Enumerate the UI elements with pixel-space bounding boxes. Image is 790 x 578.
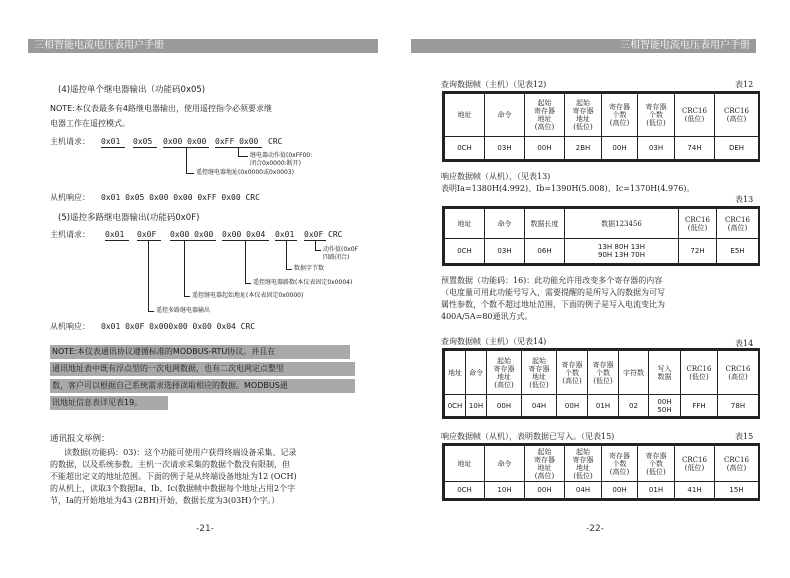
table-14 [444,350,759,417]
table-12 [444,93,759,160]
t15-number: 表15 [735,432,754,441]
right-page [395,0,790,578]
s5-leader-func-h [148,311,154,312]
s5-leader-bytes [286,240,287,269]
s5-ann-func: 遥控多路继电器输出 [156,307,211,314]
t14-caption: 查询数据帧（主机）（见表14) [441,337,547,346]
table-15 [444,445,759,499]
t15-cell: 00H [602,482,638,499]
s4-code-reg: 0x00 0x00 [163,137,207,146]
s5-code-func: 0x0F [137,230,157,239]
t15-caption: 响应数据帧（从机），表明数据已写入。（见表15) [441,432,615,441]
t13-h-crc-lo: CRC16 (低位) [679,209,717,239]
t15-cell: 15H [715,482,759,499]
s5-code-start: 0x00 0x00 [170,230,214,239]
s4-leader-reg [186,147,187,173]
example-line4: 的从机上，读取3个数据Ia、Ib、Ic(数据帧中数据每个地址占用2个字 [50,484,296,493]
s5-leader-func [148,240,149,311]
t14-h-cmd: 命令 [466,351,487,395]
t14-h-count-lo: 寄存器 个数 (低位) [588,351,619,395]
section5-host-label: 主机请求： [50,230,90,239]
s4-underline-addr [101,147,125,148]
page-number-right: -22- [586,524,604,534]
t12-h-crc-lo: CRC16 (低位) [675,94,715,137]
t14-h-start-lo: 起始 寄存器 地址 (低位) [522,351,557,395]
note2-line2: 通讯地址表中既有浮点型的一次电网数据，也有二次电网定点整型 [52,364,284,373]
t12-cell: 00H [602,137,638,160]
table-13 [444,208,759,264]
t15-cell: 10H [485,482,525,499]
s5-ann-value-a: 动作值(0x0F [323,246,358,253]
t13-cell: 06H [525,239,565,264]
t12-h-count-hi: 寄存器 个数 (高位) [602,94,638,137]
s5-code-value: 0x0F [304,230,324,239]
page-header-right: 三相智能电流电压表用户手册 [411,39,756,53]
t15-cell: 41H [675,482,715,499]
preset-line4: 400A/5A=80通讯方式。 [441,312,533,321]
example-line1: 读数据(功能码：03)：这个功能可使用户获得终端设备采集、记录 [64,448,297,457]
t12-cell: 0CH [445,137,485,160]
t13-cell: 72H [679,239,717,264]
t13-cell: 13H 80H 13H 90H 13H 70H [565,239,679,264]
s4-code-crc: CRC [268,137,283,146]
t13-caption: 响应数据帧（从机），（见表13) [441,172,551,181]
t14-h-addr: 地址 [445,351,466,395]
t12-h-crc-hi: CRC16 (高位) [715,94,759,137]
s5-code-count: 0x00 0x04 [222,230,266,239]
s5-ann-bytes: 数据字节数 [294,265,325,272]
s4-leader-value [238,147,239,156]
s5-leader-count-h [245,283,251,284]
s5-code-bytes: 0x01 [275,230,295,239]
s5-underline-start [170,240,216,241]
t15-h-cmd: 命令 [485,446,525,482]
t13-h-crc-hi: CRC16 (高位) [717,209,759,239]
s5-underline-func [137,240,161,241]
s5-code-crc: CRC [328,230,343,239]
t12-h-addr: 地址 [445,94,485,137]
t13-number: 表13 [735,195,754,204]
t13-cell: 0CH [445,239,485,264]
t12-number: 表12 [735,80,754,89]
t14-cell: 0CH [445,395,466,417]
s4-leader-reg-h [186,173,194,174]
t15-cell: 01H [638,482,675,499]
t12-cell: 2BH [565,137,602,160]
section5-slave-label: 从机响应： [50,322,90,331]
section4-slave-label: 从机响应： [50,193,90,202]
t14-h-count-hi: 寄存器 个数 (高位) [557,351,588,395]
t15-h-crc-hi: CRC16 (高位) [715,446,759,482]
s5-ann-start: 遥控继电器起始地址(本仪表固定0x0000) [192,292,304,299]
example-line2: 的数据，以及系统参数。主机一次请求采集的数据个数没有限制，但 [50,460,290,469]
t15-cell: 0CH [445,482,485,499]
t14-h-data: 写入 数据 [649,351,681,395]
s4-ann-reg: 遥控继电器地址(0x0000或0x0003) [196,169,294,176]
t12-h-count-lo: 寄存器 个数 (低位) [638,94,675,137]
section4-note-line1: NOTE:本仪表最多有4路继电器输出，使用遥控指令必须要求继 [50,104,273,113]
t13-h-len: 数据长度 [525,209,565,239]
t13-h-data: 数据123456 [565,209,679,239]
note2-line4: 讯地址信息表详见表19。 [52,398,143,407]
t14-cell: 00H [487,395,522,417]
s5-leader-start-h [184,296,190,297]
t12-cell: 74H [675,137,715,160]
s5-ann-count: 遥控继电器路数(本仪表固定0x0004) [253,279,353,286]
t14-cell: 02 [619,395,649,417]
t12-cell: DEH [715,137,759,160]
note2-line3: 数，客户可以根据自己系统需求选择读取相应的数据。MODBUS通 [52,381,288,390]
t15-h-start-hi: 起始 寄存器 地址 (高位) [525,446,565,482]
preset-line2: （电度量可用此功能号写入，需要提醒的是所写入的数据为可写 [441,288,665,297]
t15-h-addr: 地址 [445,446,485,482]
s4-ann-value-a: 继电器动作值(0xFF00: [250,152,313,159]
s5-leader-bytes-h [286,269,292,270]
t15-h-start-lo: 起始 寄存器 地址 (低位) [565,446,602,482]
section4-slave-codes: 0x01 0x05 0x00 0x00 0xFF 0x00 CRC [101,193,260,202]
t15-h-crc-lo: CRC16 (低位) [675,446,715,482]
s5-leader-value-h [315,250,321,251]
t12-cell: 00H [525,137,565,160]
example-line5: 节，Ia的开始地址为43 (2BH)开始，数据长度为3(03H)个字。） [50,496,280,505]
t14-h-bytes: 字符数 [619,351,649,395]
t14-cell: 10H [466,395,487,417]
s4-underline-func [133,147,157,148]
example-line3: 不能超出定义的地址范围。下面的例子是从终端设备地址为12 (OCH) [50,472,297,481]
t14-cell: 00H [557,395,588,417]
t13-line2: 表明Ia=1380H(4.992)、Ib=1390H(5.008)、Ic=1370H(4.976)。 [441,184,695,193]
t13-h-cmd: 命令 [485,209,525,239]
t14-h-start-hi: 起始 寄存器 地址 (高位) [487,351,522,395]
t15-cell: 04H [565,482,602,499]
t13-cell: E5H [717,239,759,264]
t14-cell: FFH [681,395,718,417]
section4-host-label: 主机请求： [50,137,90,146]
t12-h-cmd: 命令 [485,94,525,137]
t13-cell: 03H [485,239,525,264]
t14-h-crc-hi: CRC16 (高位) [718,351,759,395]
s5-ann-value-b: 四路闭合) [323,254,350,261]
preset-line1: 预置数据（功能码：16)：此功能允许用改变多个寄存器的内容 [441,276,663,285]
s5-leader-value [315,240,316,250]
section4-note-line2: 电器工作在遥控模式。 [50,119,130,128]
t12-h-start-lo: 起始 寄存器 地址 (低位) [565,94,602,137]
example-title: 通讯报文举例： [50,434,110,444]
t12-h-start-hi: 起始 寄存器 地址 (高位) [525,94,565,137]
s4-code-value: 0xFF 0x00 [215,137,259,146]
t14-cell: 04H [522,395,557,417]
t12-cell: 03H [485,137,525,160]
page-number-left: -21- [196,524,214,534]
t15-h-count-hi: 寄存器 个数 (高位) [602,446,638,482]
s4-code-func: 0x05 [133,137,153,146]
page-header-left: 三相智能电流电压表用户手册 [28,39,378,53]
t15-cell: 00H [525,482,565,499]
section4-title: (4)遥控单个继电器输出（功能码0x05) [58,85,206,95]
note2-line1: NOTE:本仪表通讯协议遵循标准的MODBUS-RTU协议。并且在 [52,347,276,356]
t14-h-crc-lo: CRC16 (低位) [681,351,718,395]
t14-cell: 01H [588,395,619,417]
s4-leader-value-h [238,156,248,157]
s5-code-addr: 0x01 [105,230,125,239]
section5-title: (5)遥控多路继电器输出(功能码0x0F) [58,213,200,223]
s4-ann-value-b: 闭合0x0000:断开) [250,160,302,167]
t12-cell: 03H [638,137,675,160]
s5-leader-count [245,240,246,283]
s5-underline-addr [105,240,129,241]
preset-line3: 属性参数，个数不超过地址范围，下面的例子是写入电流变比为 [441,300,665,309]
t14-cell: 78H [718,395,759,417]
s4-code-addr: 0x01 [101,137,121,146]
s5-leader-start [184,240,185,296]
t14-number: 表14 [735,339,754,348]
t14-cell: 00H 50H [649,395,681,417]
t13-h-addr: 地址 [445,209,485,239]
section5-slave-codes: 0x01 0x0F 0x000x00 0x00 0x04 CRC [101,322,256,331]
t15-h-count-lo: 寄存器 个数 (低位) [638,446,675,482]
t12-caption: 查询数据帧（主机）（见表12) [441,80,547,89]
